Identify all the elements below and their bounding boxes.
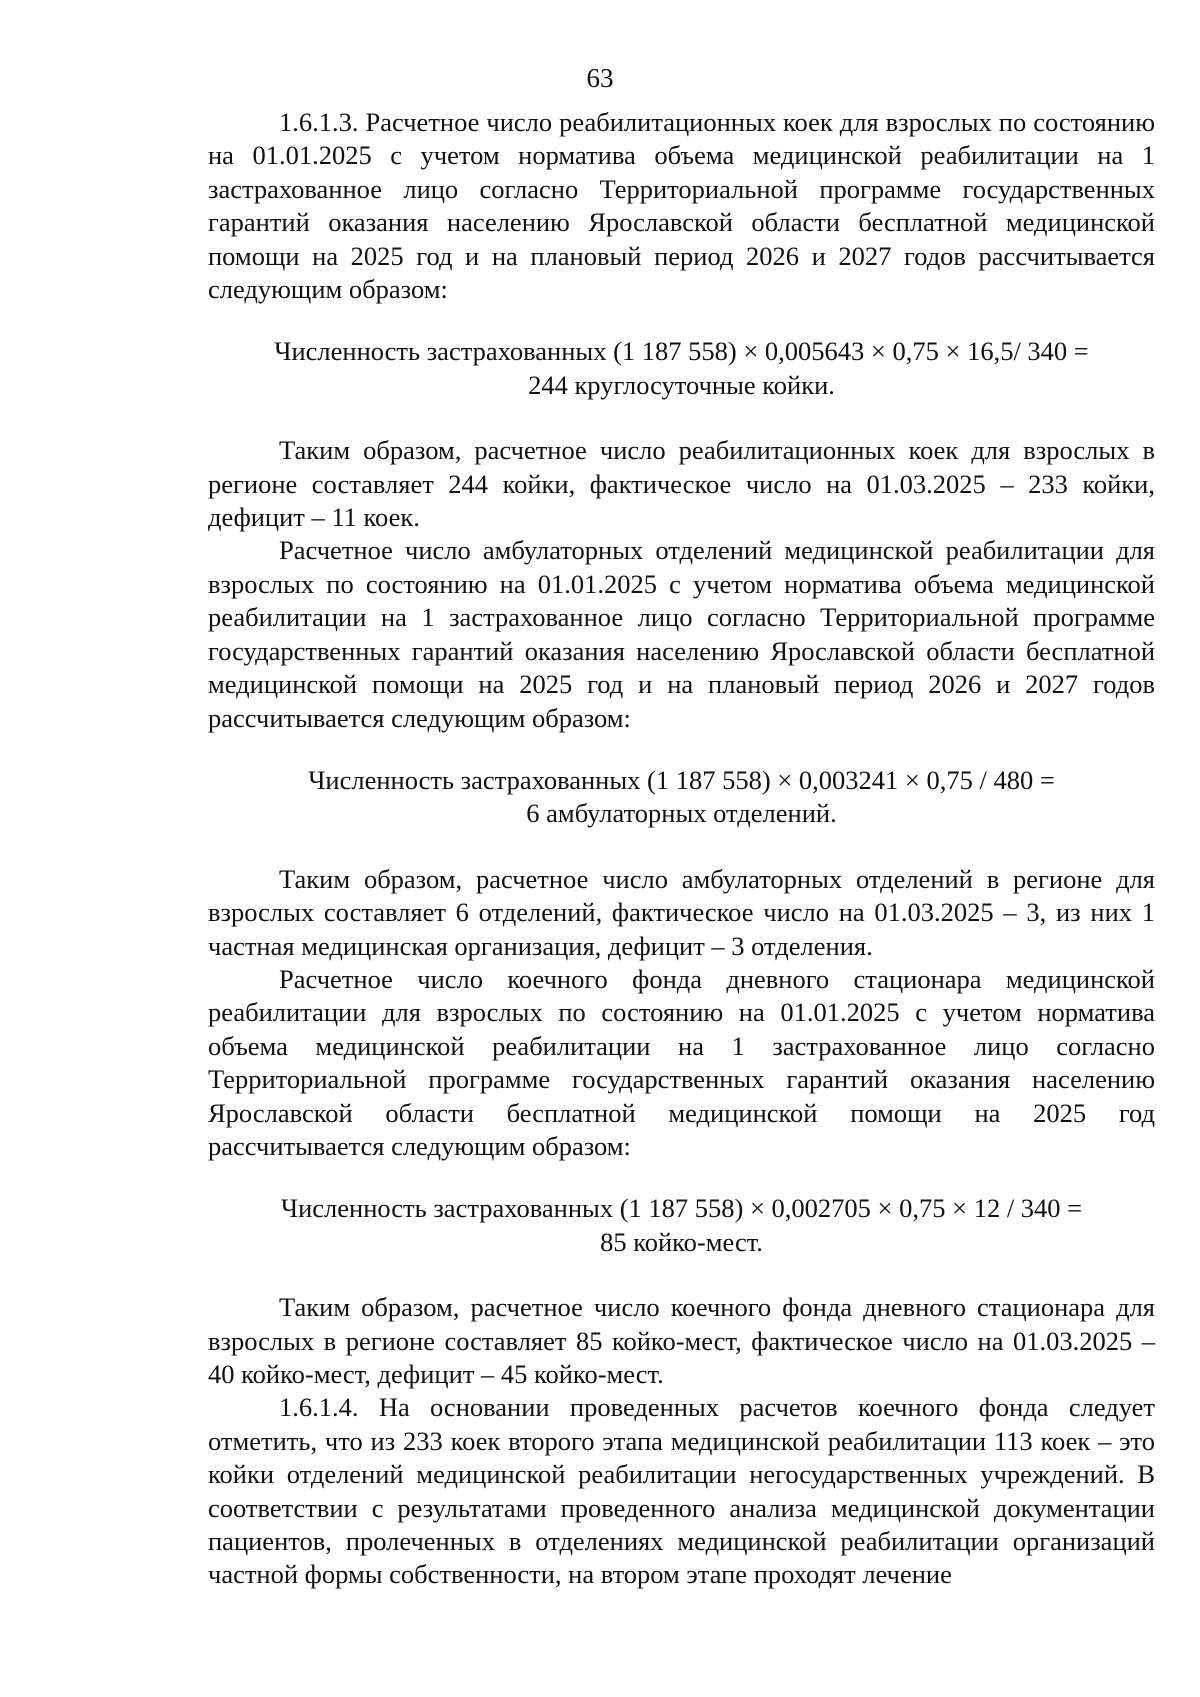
page-number: 63: [586, 63, 614, 93]
formula-line: Численность застрахованных (1 187 558) × 0,002705 × 0,75 × 12 / 340 =: [280, 1193, 1083, 1224]
formula-outpatient-departments: [208, 764, 1155, 831]
paragraph-1-6-1-4: 1.6.1.4. На основании проведенных расчетов коечного фонда следует отметить, что из 233 коек второго этапа медицинской реабилитации 113 коек – это койки отделений медицинской реабилитации негосударственных учреждений. В соответствии с результатами проведенного анализа медицинской документации пациентов, пролеченных в отделениях медицинской реабилитации организаций частной формы собственности, на втором этапе проходят лечение: [208, 1392, 1155, 1590]
formula-line: Численность застрахованных (1 187 558) × 0,003241 × 0,75 / 480 =: [308, 764, 1055, 795]
paragraph-day-hospital-calc: Расчетное число коечного фонда дневного стационара медицинской реабилитации для взрослых по состоянию на 01.01.2025 с учетом норматива объема медицинской реабилитации на 1 застрахованное лицо согласно Территориальной программе государственных гарантий оказания населению Ярославской области бесплатной медицинской помощи на 2025 год рассчитывается следующим образом:: [208, 963, 1155, 1161]
formula-day-hospital-places: [208, 1192, 1155, 1259]
paragraph-day-hospital-conclusion: Таким образом, расчетное число коечного фонда дневного стационара для взрослых в регионе составляет 85 койко-мест, фактическое число на 01.03.2025 – 40 койко-мест, дефицит – 45 койко-мест.: [208, 1292, 1155, 1389]
paragraph-1-6-1-3: 1.6.1.3. Расчетное число реабилитационных коек для взрослых по состоянию на 01.01.2025 с учетом норматива объема медицинской реабилитации на 1 застрахованное лицо согласно Территориальной программе государственных гарантий оказания населению Ярославской области бесплатной медицинской помощи на 2025 год и на плановый период 2026 и 2027 годов рассчитывается следующим образом:: [208, 107, 1155, 305]
paragraph-outpatient-calc: Расчетное число амбулаторных отделений медицинской реабилитации для взрослых по состоянию на 01.01.2025 с учетом норматива объема медицинской реабилитации на 1 застрахованное лицо согласно Территориальной программе государственных гарантий оказания населению Ярославской области бесплатной медицинской помощи на 2025 год и на плановый период 2026 и 2027 годов рассчитывается следующим образом:: [208, 535, 1155, 733]
formula-result: 85 койко-мест.: [600, 1226, 763, 1257]
document-body: [208, 106, 1155, 1592]
formula-result: 6 амбулаторных отделений.: [526, 798, 837, 829]
paragraph-outpatient-conclusion: Таким образом, расчетное число амбулаторных отделений в регионе для взрослых составляет 6 отделений, фактическое число на 01.03.2025 – 3, из них 1 частная медицинская организация, дефицит – 3 отделения.: [208, 863, 1155, 961]
formula-round-the-clock-beds: [208, 335, 1155, 402]
paragraph-beds-conclusion: Таким образом, расчетное число реабилитационных коек для взрослых в регионе составляет 244 койки, фактическое число на 01.03.2025 – 233 койки, дефицит – 11 коек.: [208, 435, 1155, 533]
formula-result: 244 круглосуточные койки.: [528, 369, 835, 400]
formula-line: Численность застрахованных (1 187 558) × 0,005643 × 0,75 × 16,5/ 340 =: [274, 336, 1089, 367]
